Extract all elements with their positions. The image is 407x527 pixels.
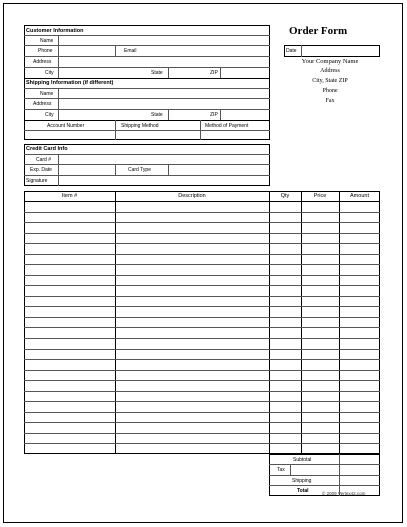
col-amount: Amount xyxy=(350,193,369,199)
date-field[interactable] xyxy=(302,46,379,56)
tax-value xyxy=(340,465,379,474)
shipping-method-label: Shipping Method xyxy=(121,123,159,129)
company-fax: Fax xyxy=(325,98,335,104)
shipping-address-label: Address xyxy=(33,101,52,107)
shipping-city-label: City xyxy=(45,112,54,118)
items-table xyxy=(24,191,380,454)
table-row xyxy=(24,370,380,371)
shipping-name-label: Name xyxy=(40,91,54,97)
customer-state-label: State xyxy=(151,70,163,76)
company-name: Your Company Name xyxy=(301,58,359,65)
account-number-label: Account Number xyxy=(47,123,85,129)
table-row xyxy=(24,391,380,392)
table-row xyxy=(24,412,380,413)
table-row xyxy=(24,254,380,255)
table-row xyxy=(24,380,380,381)
col-item-number: Item # xyxy=(61,193,78,199)
exp-date-field[interactable] xyxy=(59,165,114,174)
table-row xyxy=(24,359,380,360)
card-type-field[interactable] xyxy=(169,165,269,174)
customer-city-label: City xyxy=(45,70,54,76)
tax-rate-field[interactable] xyxy=(291,465,338,474)
customer-email-field[interactable] xyxy=(140,46,269,55)
table-row xyxy=(24,233,380,234)
shipping-section-title: Shipping Information (if different) xyxy=(26,80,114,86)
form-title: Order Form xyxy=(289,25,348,37)
table-row xyxy=(24,433,380,434)
table-row xyxy=(24,285,380,286)
shipping-method-field[interactable] xyxy=(116,131,199,139)
shipping-label: Shipping xyxy=(292,478,312,484)
customer-zip-label: ZIP xyxy=(210,70,218,76)
table-row xyxy=(24,264,380,265)
customer-address-field[interactable] xyxy=(59,57,269,66)
customer-name-label: Name xyxy=(40,38,54,44)
shipping-zip-label: ZIP xyxy=(210,112,218,118)
customer-address-label: Address xyxy=(33,59,52,65)
signature-field[interactable] xyxy=(59,176,269,185)
col-qty: Qty xyxy=(280,193,290,199)
shipping-value-field[interactable] xyxy=(340,476,379,485)
table-row xyxy=(24,212,380,213)
customer-phone-field[interactable] xyxy=(59,46,114,55)
subtotal-value xyxy=(340,455,379,464)
customer-phone-label: Phone xyxy=(38,48,53,54)
tax-label: Tax xyxy=(277,467,285,473)
table-row xyxy=(24,443,380,444)
payment-method-label: Method of Payment xyxy=(205,123,249,129)
total-label: Total xyxy=(297,488,309,494)
col-description: Description xyxy=(178,193,206,199)
table-row xyxy=(24,317,380,318)
customer-name-field[interactable] xyxy=(59,36,269,45)
company-phone: Phone xyxy=(322,88,338,94)
exp-date-label: Exp. Date xyxy=(30,167,52,173)
credit-section-title: Credit Card Info xyxy=(26,146,68,152)
date-label: Date xyxy=(286,48,297,54)
table-row xyxy=(24,222,380,223)
shipping-address-field[interactable] xyxy=(59,99,269,108)
customer-section-title: Customer Information xyxy=(26,28,84,34)
col-price: Price xyxy=(313,193,327,199)
table-row xyxy=(24,338,380,339)
card-number-field[interactable] xyxy=(59,155,269,164)
account-number-field[interactable] xyxy=(25,131,114,139)
company-city-state-zip: City, State ZIP xyxy=(312,78,348,84)
table-row xyxy=(24,296,380,297)
table-row xyxy=(24,243,380,244)
company-address: Address xyxy=(320,68,340,74)
table-row xyxy=(24,275,380,276)
signature-label: Signature xyxy=(26,178,48,184)
table-row xyxy=(24,349,380,350)
payment-method-field[interactable] xyxy=(201,131,269,139)
shipping-name-field[interactable] xyxy=(59,89,269,98)
shipping-state-label: State xyxy=(151,112,163,118)
table-row xyxy=(24,401,380,402)
table-row xyxy=(24,422,380,423)
table-row xyxy=(24,327,380,328)
subtotal-label: Subtotal xyxy=(293,457,312,463)
customer-email-label: Email xyxy=(124,48,137,54)
card-type-label: Card Type xyxy=(128,167,151,173)
copyright-footer: © 2009 Vertex42.com xyxy=(322,491,366,496)
table-row xyxy=(24,306,380,307)
card-number-label: Card # xyxy=(36,157,52,163)
